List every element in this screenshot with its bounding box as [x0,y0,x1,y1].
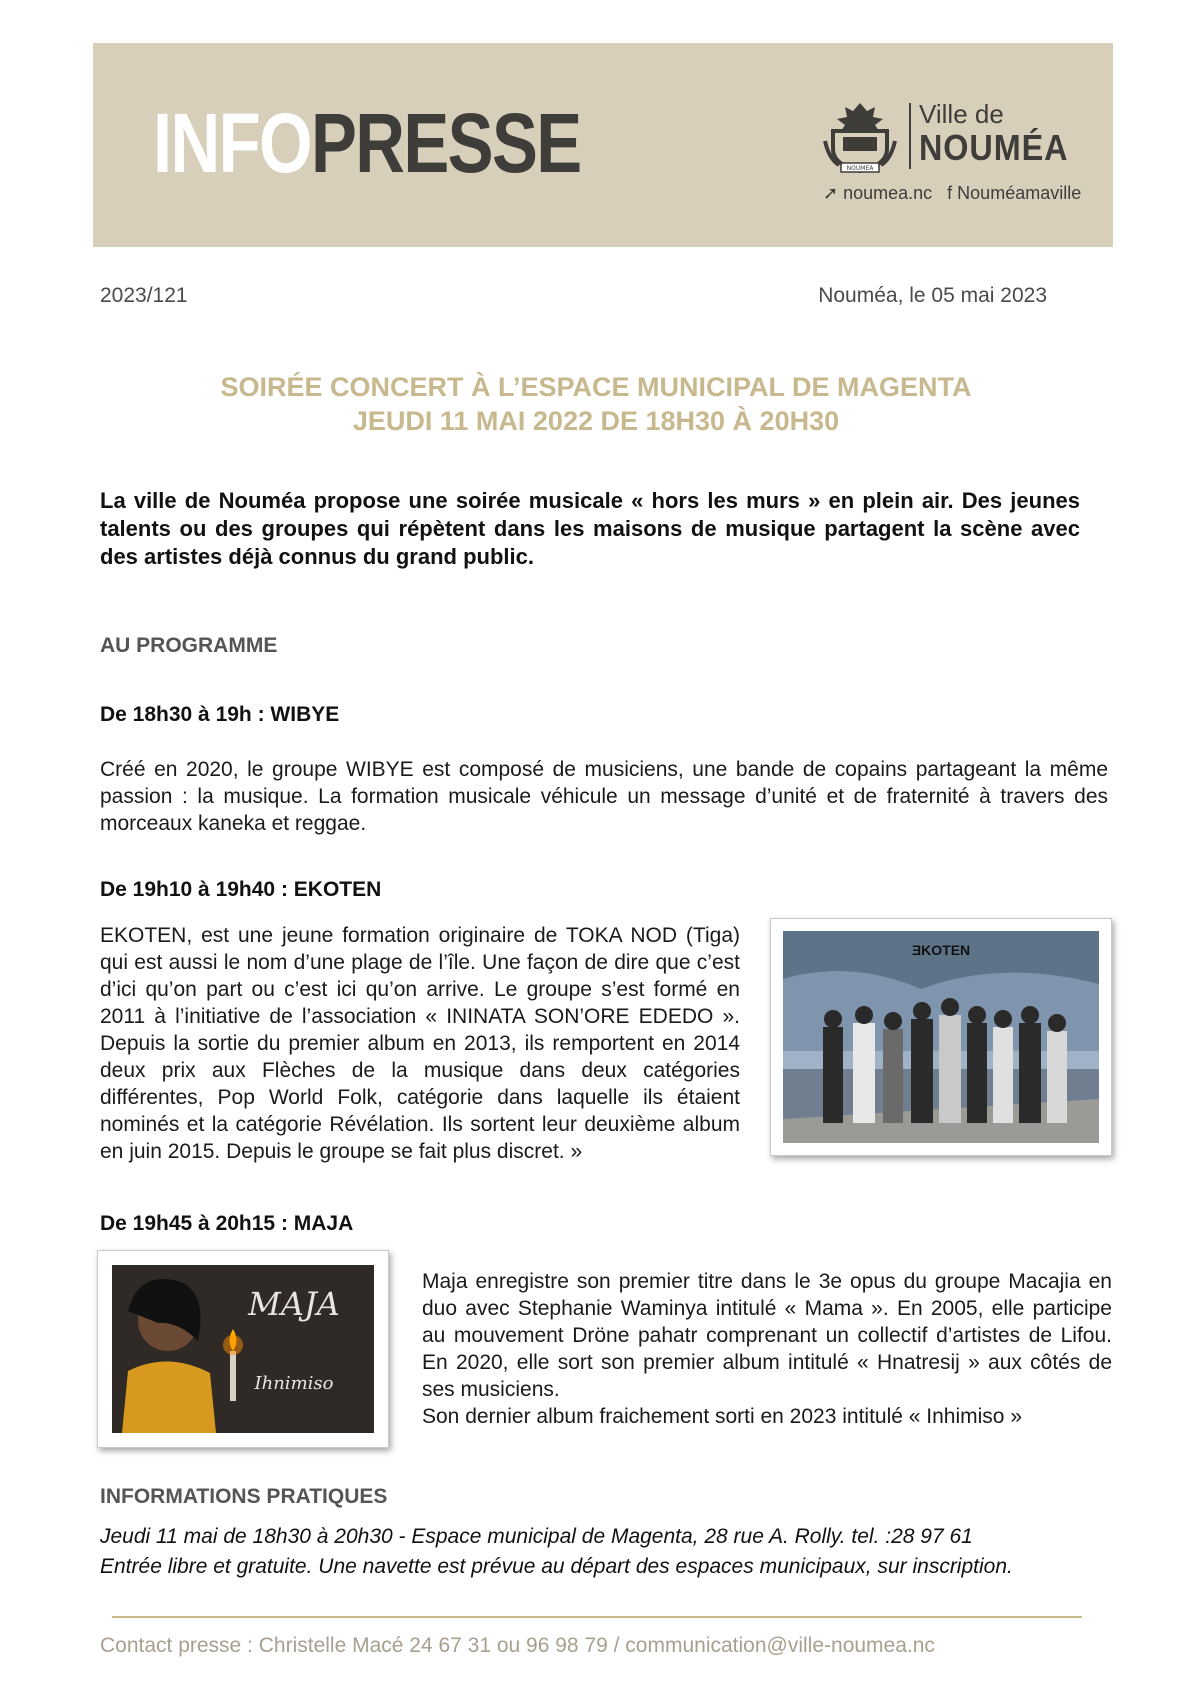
practical-line-1: Jeudi 11 mai de 18h30 à 20h30 - Espace municipal de Magenta, 28 rue A. Rolly. tel. :28 97 61 [100,1525,973,1548]
practical-heading: INFORMATIONS PRATIQUES [100,1485,388,1508]
practical-line-2: Entrée libre et gratuite. Une navette est prévue au départ des espaces municipaux, sur inscription. [100,1555,1013,1578]
practical-info [100,1522,1013,1582]
city-logo [823,99,1083,219]
slot-maja-text-2: Son dernier album fraichement sorti en 2023 intitulé « Inhimiso » [422,1405,1022,1428]
maja-cover-subtitle: Ihnimiso [254,1373,334,1394]
logo-presse-text: PRESSE [310,96,581,190]
footer-contact: Contact presse : Christelle Macé 24 67 31 ou 96 98 79 / communication@ville-noumea.nc [100,1634,935,1657]
document-date: Nouméa, le 05 mai 2023 [818,284,1047,307]
website-link[interactable]: ➚ noumea.nc [823,183,933,203]
city-name: NOUMÉA [919,127,1069,168]
ekoten-group-image [771,919,1111,1155]
city-links [823,183,1091,204]
slot-maja-time: De 19h45 à 20h15 : MAJA [100,1212,354,1235]
logo-divider [909,103,911,169]
program-heading: AU PROGRAMME [100,634,278,657]
page-title: SOIRÉE CONCERT À L’ESPACE MUNICIPAL DE MAGENTA [220,372,972,402]
infopresse-logo [153,96,581,190]
slot-ekoten-time: De 19h10 à 19h40 : EKOTEN [100,878,382,901]
coat-of-arms-icon [823,101,897,175]
maja-cover-title: MAJA [248,1285,340,1323]
slot-maja-text: Maja enregistre son premier titre dans le 3e opus du groupe Macajia en duo avec Stephanie Waminya intitulé « Mama ». En 2005, elle participe au mouvement Dröne pahatr comprenant un collectif d’artistes de Lifou. En 2020, elle sort son premier album intitulé « Hnatresij » aux côtés de ses musiciens. [422,1270,1112,1401]
slot-wibye-time: De 18h30 à 19h : WIBYE [100,703,340,726]
ekoten-caption: ƎKOTEN [911,942,971,958]
city-prefix: Ville de [919,99,1004,129]
maja-cover-image [98,1251,388,1447]
logo-info-text: INFO [153,96,311,190]
maja-album-cover [97,1250,389,1448]
header-banner [93,43,1113,247]
intro-paragraph: La ville de Nouméa propose une soirée musicale « hors les murs » en plein air. Des jeunes talents ou des groupes qui répètent dans les maisons de musique partagent la scène avec des artistes déjà connus du grand public. [100,488,1080,569]
ekoten-photo [770,918,1112,1156]
crest-text: NOUMEA [846,165,874,172]
reference-number: 2023/121 [100,284,188,307]
slot-ekoten-text: EKOTEN, est une jeune formation originaire de TOKA NOD (Tiga) qui est aussi le nom d’une plage de l’île. Une façon de dire que c’est d’ici qu’on part ou c’est ici qu’on arrive. Le groupe s’est formé en 2011 à l’initiative de l’association « ININATA SON’ORE EDEDO ». Depuis la sortie du premier album en 2013, ils remportent en 2014 deux prix aux Flèches de la musique dans deux catégories différentes, Pop World Folk, catégorie dans laquelle ils étaient nominés et la catégorie Révélation. Ils sortent leur deuxième album en juin 2015. Depuis le groupe se fait plus discret. » [100,924,740,1163]
facebook-link[interactable]: f Nouméamaville [947,183,1082,203]
footer-divider [112,1616,1082,1618]
slot-wibye-text: Créé en 2020, le groupe WIBYE est composé de musiciens, une bande de copains partageant la même passion : la musique. La formation musicale véhicule un message d’unité et de fraternité à travers des morceaux kaneka et reggae. [100,758,1108,835]
page-subtitle: JEUDI 11 MAI 2022 DE 18H30 À 20H30 [352,406,840,436]
